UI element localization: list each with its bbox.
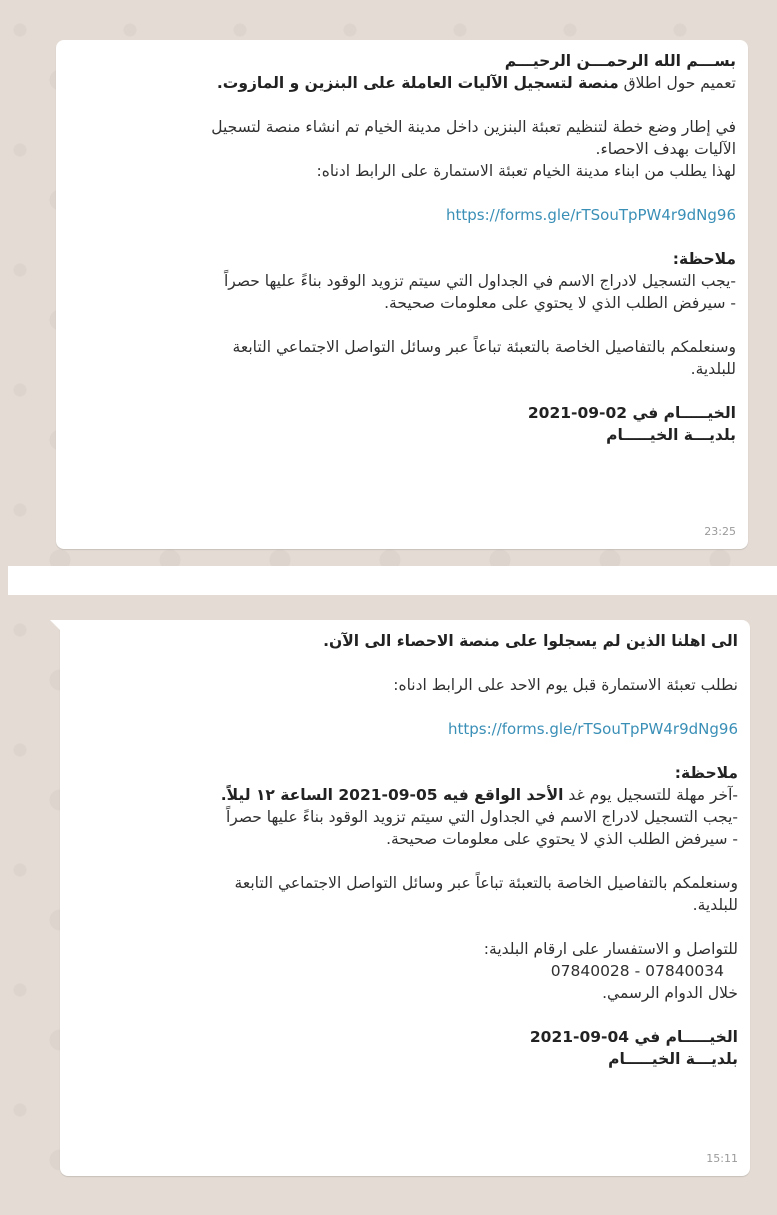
contact-line-3: خلال الدوام الرسمي. (602, 984, 738, 1002)
circular-title-line (70, 72, 736, 94)
signature-org: بلديـــة الخيـــــام (608, 1050, 738, 1068)
message-timestamp: 23:25 (704, 525, 736, 538)
note-title: ملاحظة: (672, 250, 736, 268)
message-bubble-1[interactable] (56, 40, 748, 549)
note-line-2: - سيرفض الطلب الذي لا يحتوي على معلومات صحيحة. (384, 294, 736, 312)
basmala-line: بســـم الله الرحمـــن الرحيـــم (504, 52, 736, 70)
circular-title-bold: منصة لتسجيل الآليات العاملة على البنزين و المازوت. (216, 74, 619, 92)
request-line: لهذا يطلب من ابناء مدينة الخيام تعبئة الاستمارة على الرابط ادناه: (316, 162, 736, 180)
intro-line-2: الآليات بهدف الاحصاء. (595, 140, 736, 158)
closing-line-2: للبلدية. (690, 360, 736, 378)
signature-place-date: الخيـــــام في 04-09-2021 (529, 1028, 738, 1046)
note-line-1: -يجب التسجيل لادراج الاسم في الجداول التي سيتم تزويد الوقود بناءً عليها حصراً (226, 808, 738, 826)
note-title: ملاحظة: (674, 764, 738, 782)
note-line-1: -يجب التسجيل لادراج الاسم في الجداول التي سيتم تزويد الوقود بناءً عليها حصراً (224, 272, 736, 290)
form-link[interactable]: https://forms.gle/rTSouTpPW4r9dNg96 (446, 206, 736, 224)
heading-line: الى اهلنا الذين لم يسجلوا على منصة الاحصاء الى الآن. (323, 632, 738, 650)
closing-line-1: وسنعلمكم بالتفاصيل الخاصة بالتعبئة تباعاً عبر وسائل التواصل الاجتماعي التابعة (234, 874, 738, 892)
intro-line-1: في إطار وضع خطة لتنظيم تعبئة البنزين داخل مدينة الخيام تم انشاء منصة لتسجيل (211, 118, 736, 136)
deadline-prefix: -آخر مهلة للتسجيل يوم غد (563, 786, 738, 804)
signature-org: بلديـــة الخيـــــام (606, 426, 736, 444)
circular-prefix: تعميم حول اطلاق (618, 74, 736, 92)
image-separator (8, 566, 777, 595)
deadline-bold: الأحد الواقع فيه 05-09-2021 الساعة ١٢ ليلاً. (220, 786, 564, 804)
note-line-2: - سيرفض الطلب الذي لا يحتوي على معلومات صحيحة. (386, 830, 738, 848)
message-timestamp: 15:11 (706, 1152, 738, 1165)
contact-phones[interactable]: 07840028 - 07840034 (550, 962, 724, 980)
closing-line-1: وسنعلمكم بالتفاصيل الخاصة بالتعبئة تباعاً عبر وسائل التواصل الاجتماعي التابعة (232, 338, 736, 356)
signature-place-date: الخيـــــام في 02-09-2021 (527, 404, 736, 422)
form-link[interactable]: https://forms.gle/rTSouTpPW4r9dNg96 (448, 720, 738, 738)
contact-block (74, 938, 738, 1004)
message-bubble-2[interactable] (60, 620, 750, 1176)
request-line: نطلب تعبئة الاستمارة قبل يوم الاحد على الرابط ادناه: (393, 676, 738, 694)
closing-line-2: للبلدية. (692, 896, 738, 914)
deadline-line (74, 784, 738, 806)
contact-line-1: للتواصل و الاستفسار على ارقام البلدية: (483, 940, 738, 958)
